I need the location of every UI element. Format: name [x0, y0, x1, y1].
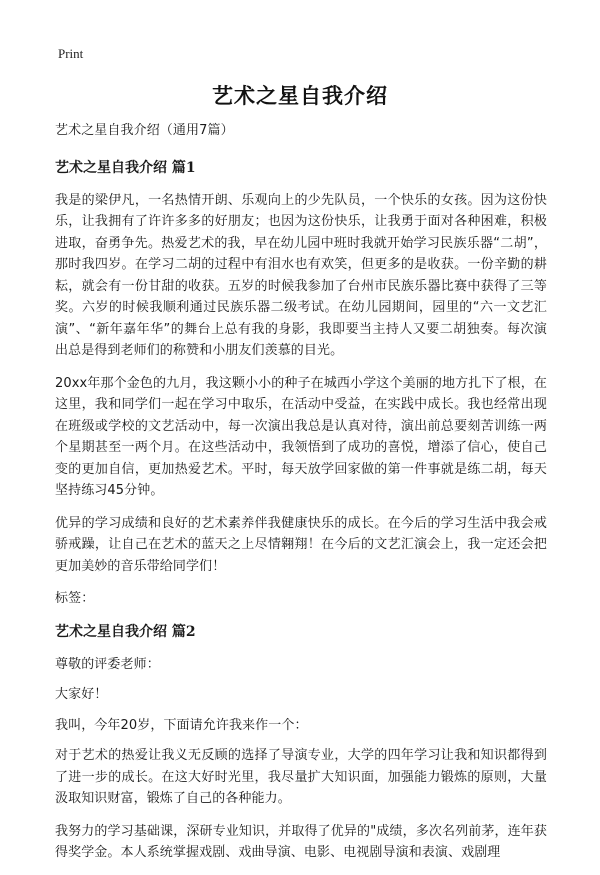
paragraph: 优异的学习成绩和良好的艺术素养伴我健康快乐的成长。在今后的学习生活中我会戒骄戒躁，让自己在艺术的蓝天之上尽情翱翔！在今后的文艺汇演会上，我一定还会把更加美妙的音乐带给同学们！	[55, 515, 547, 574]
print-link[interactable]: Print	[58, 46, 84, 61]
section-1-heading: 艺术之星自我介绍 篇1	[55, 159, 196, 176]
section-1	[55, 157, 547, 610]
salutation: 尊敬的评委老师：	[55, 656, 160, 672]
document-body	[55, 120, 547, 875]
document-title: 艺术之星自我介绍	[212, 84, 388, 108]
paragraph: 20xx年那个金色的九月，我这颗小小的种子在城西小学这个美丽的地方扎下了根，在这里，我和同学们一起在学习中取乐，在活动中受益，在实践中成长。我也经常出现在班级或学校的文艺活动中，每一次演出我总是认真对待，演出前总要刻苦训练一两个星期甚至一两个月。在这些活动中，我领悟到了成功的喜悦，增添了信心，使自己变的更加自信，更加热爱艺术。平时，每天放学回家做的第一件事就是练二胡，每天坚持练习45分钟。	[55, 375, 547, 498]
section-2	[55, 621, 547, 864]
section-2-heading: 艺术之星自我介绍 篇2	[55, 623, 196, 640]
paragraph: 我努力的学习基础课，深研专业知识，并取得了优异的"成绩，多次名列前茅，连年获得奖学金。本人系统掌握戏剧、戏曲导演、电影、电视剧导演和表演、戏剧理	[55, 823, 547, 860]
paragraph: 对于艺术的热爱让我义无反顾的选择了导演专业，大学的四年学习让我和知识都得到了进一步的成长。在这大好时光里，我尽量扩大知识面，加强能力锻炼的原则，大量汲取知识财富，锻炼了自己的各种能力。	[55, 748, 547, 806]
greeting: 大家好！	[55, 687, 108, 702]
paragraph: 我叫，今年20岁，下面请允许我来作一个：	[55, 717, 308, 733]
tags-label: 标签：	[55, 591, 95, 606]
document-subtitle: 艺术之星自我介绍（通用7篇）	[55, 123, 234, 138]
paragraph: 我是的梁伊凡，一名热情开朗、乐观向上的少先队员，一个快乐的女孩。因为这份快乐，让我拥有了许许多多的好朋友；也因为这份快乐，让我勇于面对各种困难，积极进取，奋勇争先。热爱艺术的我，早在幼儿园中班时我就开始学习民族乐器“二胡”，那时我四岁。在学习二胡的过程中有泪水也有欢笑，但更多的是收获。一份辛勤的耕耘，就会有一份甘甜的收获。五岁的时候我参加了台州市民族乐器比赛中获得了三等奖。六岁的时候我顺利通过民族乐器二级考试。在幼儿园期间，园里的“六一文艺汇演”、“新年嘉年华”的舞台上总有我的身影，我即要当主持人又要二胡独奏。每次演出总是得到老师们的称赞和小朋友们羡慕的目光。	[55, 192, 547, 358]
